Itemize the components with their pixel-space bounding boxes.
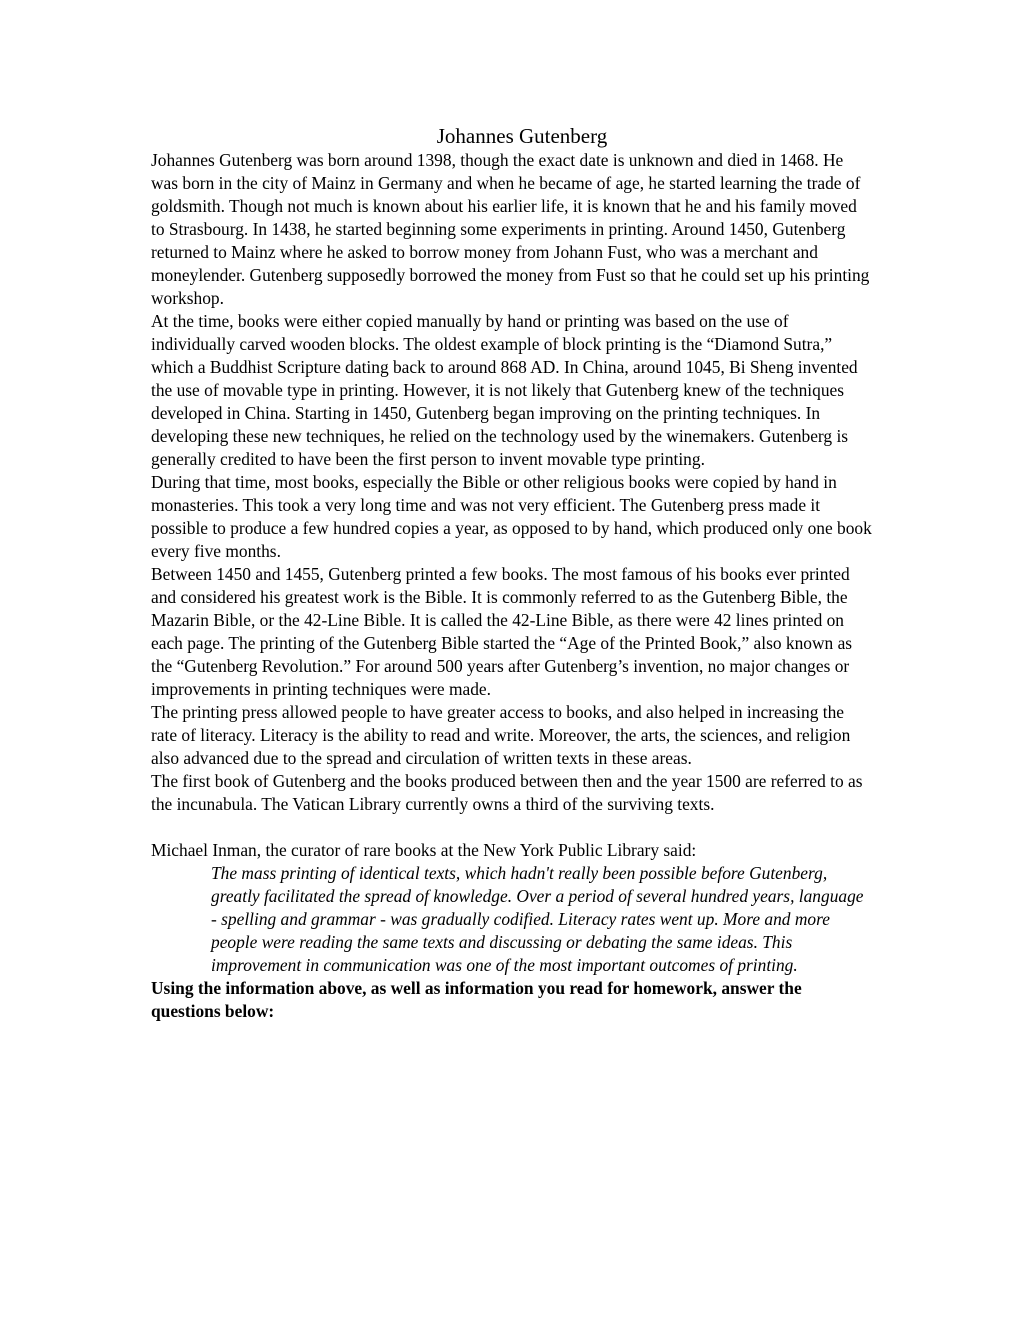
- paragraph-gutenberg-bible: Between 1450 and 1455, Gutenberg printed a few books. The most famous of his books ever printed and considered his greatest work is the Bible. It is commonly referred to as the Gutenberg Bible, the Mazarin Bible, or the 42-Line Bible. It is called the 42-Line Bible, as there were 42 lines printed on each page. The printing of the Gutenberg Bible started the “Age of the Printed Book,” also known as the “Gutenberg Revolution.” For around 500 years after Gutenberg’s invention, no major changes or improvements in printing techniques were made.: [151, 564, 853, 699]
- document-page: [151, 123, 873, 1023]
- paragraph-early-life: Johannes Gutenberg was born around 1398, though the exact date is unknown and died in 1468. He was born in the city of Mainz in Germany and when he became of age, he started learning the trade of goldsmith. Though not much is known about his earlier life, it is known that he and his family moved to Strasbourg. In 1438, he started beginning some experiments in printing. Around 1450, Gutenberg returned to Mainz where he asked to borrow money from Johann Fust, who was a merchant and moneylender. Gutenberg supposedly borrowed the money from Fust so that he could set up his printing workshop.: [151, 150, 870, 308]
- quote-intro: Michael Inman, the curator of rare books at the New York Public Library said:: [151, 840, 697, 860]
- paragraph-incunabula: The first book of Gutenberg and the books produced between then and the year 1500 are referred to as the incunabula. The Vatican Library currently owns a third of the surviving texts.: [151, 771, 863, 814]
- paragraph-literacy: The printing press allowed people to have greater access to books, and also helped in increasing the rate of literacy. Literacy is the ability to read and write. Moreover, the arts, the sciences, and religion also advanced due to the spread and circulation of written texts in these areas.: [151, 702, 851, 768]
- page-title: Johannes Gutenberg: [436, 124, 608, 148]
- blank-line: [151, 816, 873, 839]
- homework-instruction: Using the information above, as well as information you read for homework, answer the questions below:: [151, 978, 802, 1021]
- paragraph-printing-history: At the time, books were either copied manually by hand or printing was based on the use of individually carved wooden blocks. The oldest example of block printing is the “Diamond Sutra,” which a Buddhist Scripture dating back to around 868 AD. In China, around 1045, Bi Sheng invented the use of movable type in printing. However, it is not likely that Gutenberg knew of the techniques developed in China. Starting in 1450, Gutenberg began improving on the printing techniques. In developing these new techniques, he relied on the technology used by the winemakers. Gutenberg is generally credited to have been the first person to invent movable type printing.: [151, 311, 858, 469]
- block-quote: The mass printing of identical texts, which hadn't really been possible before Gutenberg, greatly facilitated the spread of knowledge. Over a period of several hundred years, language - spelling and grammar - was gradually codified. Literacy rates went up. More and more people were reading the same texts and discussing or debating the same ideas. This improvement in communication was one of the most important outcomes of printing.: [211, 863, 864, 975]
- paragraph-monasteries: During that time, most books, especially the Bible or other religious books were copied by hand in monasteries. This took a very long time and was not very efficient. The Gutenberg press made it possible to produce a few hundred copies a year, as opposed to by hand, which produced only one book every five months.: [151, 472, 872, 561]
